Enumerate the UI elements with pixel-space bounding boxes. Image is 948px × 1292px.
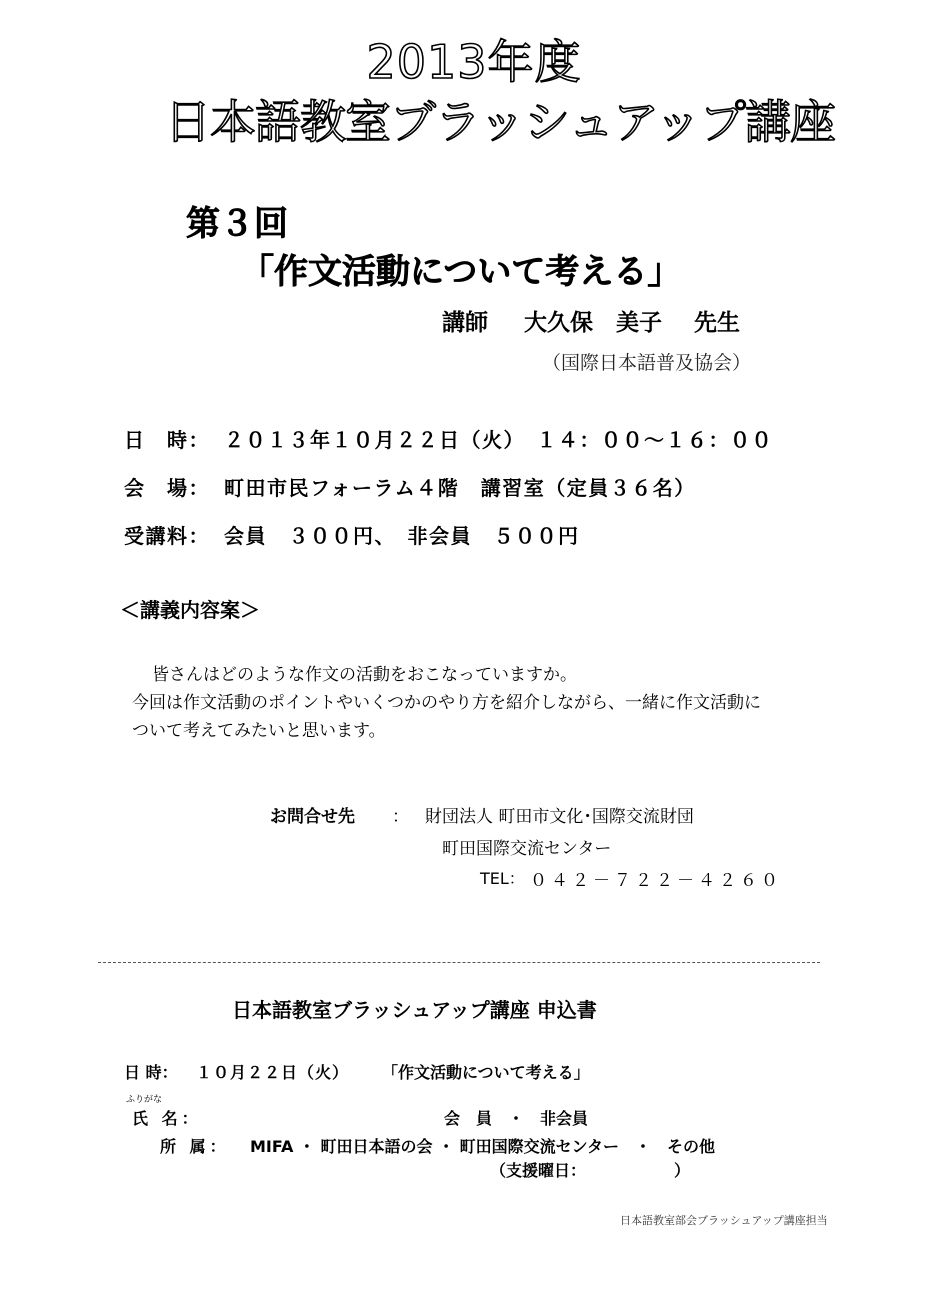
session-theme: 「作文活動について考える」 <box>240 252 682 292</box>
lecturer-honorific: 先生 <box>694 310 741 336</box>
form-member-status: 会 員 ・ 非会員 <box>444 1109 589 1128</box>
form-date-label: 日 時： <box>124 1063 178 1082</box>
content-line: 今回は作文活動のポイントやいくつかのやり方を紹介しながら、一緒に作文活動に <box>132 693 761 713</box>
form-support-day: （支援曜日： ） <box>490 1161 691 1180</box>
lecturer-organization: （国際日本語普及協会） <box>542 352 752 374</box>
fee-value: 会員 ３００円、 非会員 ５００円 <box>224 524 580 548</box>
date-row <box>124 424 773 453</box>
fee-label: 受講料： <box>124 524 210 548</box>
contact-organization: 財団法人 町田市文化･国際交流財団 <box>425 807 694 827</box>
lecturer-name: 大久保 美子 <box>524 310 663 336</box>
form-furigana-label: ふりがな <box>126 1095 163 1105</box>
form-affiliation-options: MIFA ・ 町田日本語の会 ・ 町田国際交流センター ・ その他 <box>250 1137 715 1156</box>
cut-line-divider <box>98 962 820 963</box>
form-date-value: １０月２２日（火） <box>196 1063 350 1082</box>
form-affiliation-label: 所 属： <box>160 1137 230 1156</box>
venue-label: 会 場： <box>124 476 210 500</box>
venue-row <box>124 472 696 501</box>
footer-note: 日本語教室部会ブラッシュアップ講座担当 <box>620 1214 828 1227</box>
form-theme: 「作文活動について考える」 <box>382 1063 590 1082</box>
year-title: 2013年度 <box>366 35 582 89</box>
form-name-label: 氏 名： <box>132 1109 202 1128</box>
venue-value: 町田市民フォーラム４階 講習室（定員３６名） <box>224 476 696 500</box>
contact-center: 町田国際交流センター <box>442 839 612 859</box>
content-heading: ＜講義内容案＞ <box>120 598 260 622</box>
content-line: 皆さんはどのような作文の活動をおこなっていますか。 <box>152 665 577 685</box>
lecturer-line <box>442 304 740 337</box>
contact-tel: ０４２－７２２－４２６０ <box>530 871 782 891</box>
form-title: 日本語教室ブラッシュアップ講座 申込書 <box>232 998 597 1022</box>
content-line: ついて考えてみたいと思います。 <box>132 721 386 741</box>
date-value: ２０１３年１０月２２日（火） １４：００～１６：００ <box>224 428 773 452</box>
main-title: 日本語教室ブラッシュアップ講座 <box>165 95 835 149</box>
contact-label: お問合せ先 <box>270 807 355 827</box>
lecturer-label: 講師 <box>442 310 488 336</box>
contact-separator: ： <box>392 807 409 827</box>
contact-tel-label: TEL： <box>480 869 525 888</box>
session-number: 第３回 <box>186 204 288 244</box>
date-label: 日 時： <box>124 428 210 452</box>
fee-row <box>124 520 580 549</box>
